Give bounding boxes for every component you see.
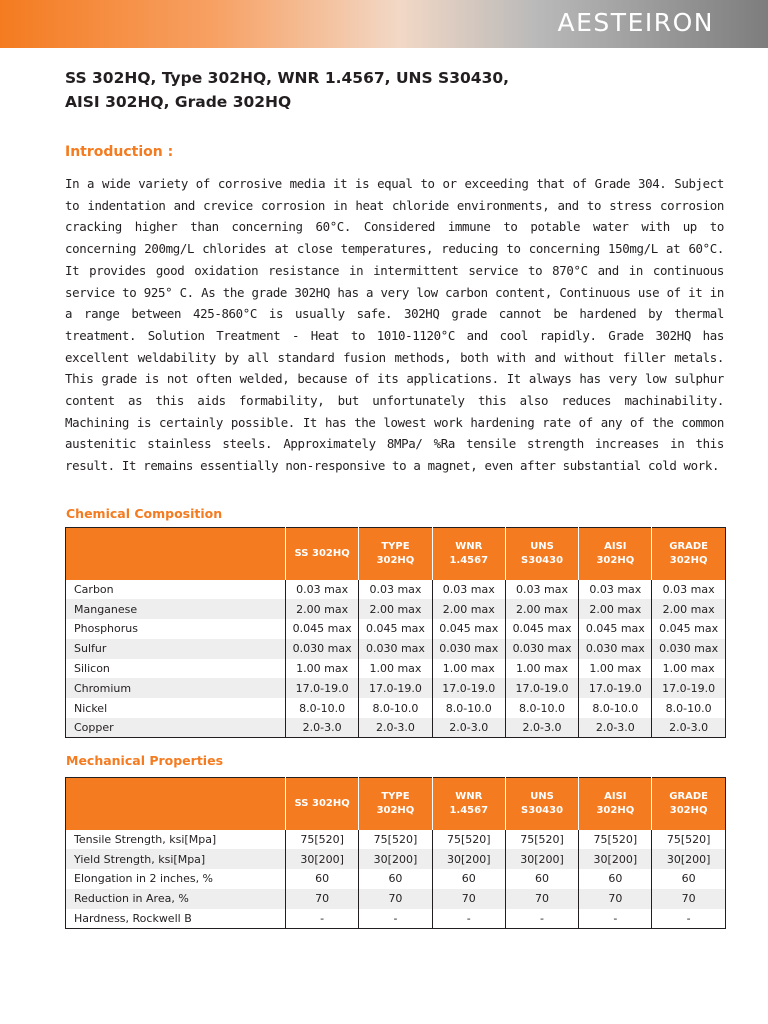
table-row xyxy=(66,849,726,869)
table-cell: 30[200] xyxy=(286,849,359,869)
page-title-line-2: AISI 302HQ, Grade 302HQ xyxy=(65,93,292,111)
table-row xyxy=(66,639,726,659)
chemical-composition-table xyxy=(65,527,726,738)
column-header xyxy=(579,778,652,830)
table-cell: 8.0-10.0 xyxy=(432,698,505,718)
table-cell: 17.0-19.0 xyxy=(652,678,725,698)
column-header-line: UNS xyxy=(530,540,554,552)
row-label: Reduction in Area, % xyxy=(66,889,286,909)
table-cell: 8.0-10.0 xyxy=(652,698,725,718)
column-header-line: WNR xyxy=(455,790,483,802)
table-cell: 1.00 max xyxy=(652,659,725,679)
table-cell: 75[520] xyxy=(652,830,725,850)
chemical-composition-heading: Chemical Composition xyxy=(66,506,223,521)
table-cell: 8.0-10.0 xyxy=(505,698,578,718)
table-row xyxy=(66,698,726,718)
table-cell: 60 xyxy=(359,869,432,889)
mechanical-properties-heading: Mechanical Properties xyxy=(66,753,224,768)
row-label: Nickel xyxy=(74,701,108,715)
brand-logo: AESTEIRON xyxy=(557,8,714,37)
column-header-line: 302HQ xyxy=(376,554,415,566)
table-cell: 75[520] xyxy=(359,830,432,850)
column-header-line: 302HQ xyxy=(669,554,708,566)
table-cell: 2.00 max xyxy=(579,599,652,619)
column-header-line: 302HQ xyxy=(596,554,635,566)
table-cell: 30[200] xyxy=(579,849,652,869)
column-header xyxy=(286,528,359,580)
table-cell: 75[520] xyxy=(505,830,578,850)
table-cell: 60 xyxy=(579,869,652,889)
table-cell: - xyxy=(432,909,505,929)
table-cell: 17.0-19.0 xyxy=(286,678,359,698)
column-header-line: TYPE xyxy=(381,540,410,552)
table-cell: 60 xyxy=(432,869,505,889)
table-row xyxy=(66,869,726,889)
table-row xyxy=(66,909,726,929)
column-header-line: GRADE xyxy=(669,540,709,552)
table-cell: 0.045 max xyxy=(505,619,578,639)
row-label: Phosphorus xyxy=(74,622,138,636)
table-cell: 70 xyxy=(432,889,505,909)
table-row xyxy=(66,678,726,698)
column-header xyxy=(286,778,359,830)
introduction-text: In a wide variety of corrosive media it is equal to or exceeding that of Grade 304. Subject to indentation and crevice corrosion in heat chloride environments, and to stress corrosion cracking higher than concerning 60°C. Considered immune to potable water with up to concerning 200mg/L chlorides at close temperatures, reducing to concerning 150mg/L at 60°C. It provides good oxidation resistance in intermittent service to 870°C and in continuous service to 925° C. As the grade 302HQ has a very low carbon content, Continuous use of it in a range between 425-860°C is usually safe. 302HQ grade cannot be hardened by thermal treatment. Solution Treatment - Heat to 1010-1120°C and cool rapidly. Grade 302HQ has excellent weldability by all standard fusion methods, both with and without filler metals. This grade is not often welded, because of its applications. It always has very low sulphur content as this aids formability, but unfortunately this also reduces machinability. Machining is certainly possible. It has the lowest work hardening rate of any of the common austenitic stainless steels. Approximately 8MPa/ %Ra tensile strength increases in this result. It remains essentially non-responsive to a magnet, even after substantial cold work. xyxy=(65,176,724,474)
table-cell: 1.00 max xyxy=(359,659,432,679)
table-cell: 17.0-19.0 xyxy=(579,678,652,698)
column-header-line: 1.4567 xyxy=(449,554,489,566)
table-cell: - xyxy=(505,909,578,929)
table-cell: 2.00 max xyxy=(432,599,505,619)
table-cell: 30[200] xyxy=(505,849,578,869)
table-cell: 70 xyxy=(505,889,578,909)
column-header xyxy=(432,778,505,830)
table-cell: 75[520] xyxy=(286,830,359,850)
table-cell: 0.030 max xyxy=(432,639,505,659)
header-band xyxy=(0,0,768,48)
table-cell: 0.030 max xyxy=(505,639,578,659)
column-header-line: SS 302HQ xyxy=(294,547,350,559)
table-row xyxy=(66,830,726,850)
table-cell: 70 xyxy=(652,889,725,909)
row-label: Copper xyxy=(66,718,286,738)
table-cell: 0.03 max xyxy=(652,580,725,600)
column-header-line: TYPE xyxy=(381,790,410,802)
row-label: Silicon xyxy=(74,662,110,676)
column-header-line: SS 302HQ xyxy=(294,797,350,809)
row-label: Sulfur xyxy=(66,639,286,659)
header-blank-cell xyxy=(66,528,286,580)
column-header-line: AISI xyxy=(604,790,627,802)
column-header xyxy=(359,778,432,830)
table-cell: 8.0-10.0 xyxy=(286,698,359,718)
table-cell: 0.030 max xyxy=(579,639,652,659)
table-cell: 8.0-10.0 xyxy=(579,698,652,718)
column-header xyxy=(432,528,505,580)
table-cell: 17.0-19.0 xyxy=(505,678,578,698)
table-cell: 1.00 max xyxy=(286,659,359,679)
column-header xyxy=(359,528,432,580)
table-cell: 60 xyxy=(505,869,578,889)
table-cell: 70 xyxy=(359,889,432,909)
table-cell: 2.00 max xyxy=(652,599,725,619)
table-row xyxy=(66,580,726,600)
column-header-line: S30430 xyxy=(521,554,564,566)
table-cell: 17.0-19.0 xyxy=(359,678,432,698)
table-cell: - xyxy=(579,909,652,929)
table-header-row xyxy=(66,528,726,580)
column-header xyxy=(505,528,578,580)
column-header-line: 1.4567 xyxy=(449,804,489,816)
column-header xyxy=(505,778,578,830)
table-cell: 17.0-19.0 xyxy=(432,678,505,698)
column-header xyxy=(579,528,652,580)
table-cell: - xyxy=(286,909,359,929)
table-cell: - xyxy=(359,909,432,929)
table-cell: 2.0-3.0 xyxy=(359,718,432,738)
table-row xyxy=(66,659,726,679)
table-row xyxy=(66,599,726,619)
table-cell: 60 xyxy=(652,869,725,889)
table-cell: 0.03 max xyxy=(579,580,652,600)
table-cell: 0.045 max xyxy=(579,619,652,639)
column-header-line: 302HQ xyxy=(596,804,635,816)
table-cell: 1.00 max xyxy=(579,659,652,679)
table-row xyxy=(66,718,726,738)
table-cell: 2.00 max xyxy=(359,599,432,619)
table-cell: 0.045 max xyxy=(652,619,725,639)
column-header-line: 302HQ xyxy=(376,804,415,816)
row-label: Hardness, Rockwell B xyxy=(74,911,192,925)
table-cell: 75[520] xyxy=(432,830,505,850)
table-cell: 1.00 max xyxy=(505,659,578,679)
table-cell: 0.030 max xyxy=(652,639,725,659)
table-cell: 1.00 max xyxy=(432,659,505,679)
table-cell: 30[200] xyxy=(432,849,505,869)
table-cell: 70 xyxy=(579,889,652,909)
table-row xyxy=(66,889,726,909)
table-cell: - xyxy=(652,909,725,929)
row-label: Carbon xyxy=(74,582,114,596)
table-cell: 0.030 max xyxy=(359,639,432,659)
table-cell: 2.0-3.0 xyxy=(652,718,725,738)
row-label: Yield Strength, ksi[Mpa] xyxy=(66,849,286,869)
column-header-line: AISI xyxy=(604,540,627,552)
table-cell: 0.03 max xyxy=(286,580,359,600)
header-blank-cell xyxy=(66,778,286,830)
table-header-row xyxy=(66,778,726,830)
table-cell: 2.0-3.0 xyxy=(579,718,652,738)
table-cell: 2.0-3.0 xyxy=(286,718,359,738)
column-header-line: S30430 xyxy=(521,804,564,816)
table-cell: 2.00 max xyxy=(286,599,359,619)
table-cell: 2.00 max xyxy=(505,599,578,619)
table-cell: 60 xyxy=(286,869,359,889)
table-cell: 0.03 max xyxy=(359,580,432,600)
table-cell: 0.045 max xyxy=(359,619,432,639)
row-label: Tensile Strength, ksi[Mpa] xyxy=(74,832,217,846)
mechanical-properties-table xyxy=(65,777,726,929)
page-title-line-1: SS 302HQ, Type 302HQ, WNR 1.4567, UNS S30430, xyxy=(65,69,510,87)
row-label: Chromium xyxy=(66,678,286,698)
column-header-line: UNS xyxy=(530,790,554,802)
row-label: Manganese xyxy=(66,599,286,619)
column-header-line: 302HQ xyxy=(669,804,708,816)
table-cell: 30[200] xyxy=(359,849,432,869)
table-cell: 8.0-10.0 xyxy=(359,698,432,718)
table-cell: 2.0-3.0 xyxy=(432,718,505,738)
row-label: Elongation in 2 inches, % xyxy=(74,872,214,886)
page-title xyxy=(65,66,705,114)
column-header-line: WNR xyxy=(455,540,483,552)
table-cell: 70 xyxy=(286,889,359,909)
table-cell: 0.045 max xyxy=(432,619,505,639)
table-cell: 30[200] xyxy=(652,849,725,869)
table-row xyxy=(66,619,726,639)
introduction-heading: Introduction : xyxy=(65,144,174,160)
table-cell: 0.03 max xyxy=(432,580,505,600)
table-cell: 0.03 max xyxy=(505,580,578,600)
table-cell: 0.045 max xyxy=(286,619,359,639)
table-cell: 75[520] xyxy=(579,830,652,850)
column-header xyxy=(652,778,725,830)
column-header-line: GRADE xyxy=(669,790,709,802)
table-cell: 2.0-3.0 xyxy=(505,718,578,738)
table-cell: 0.030 max xyxy=(286,639,359,659)
column-header xyxy=(652,528,725,580)
